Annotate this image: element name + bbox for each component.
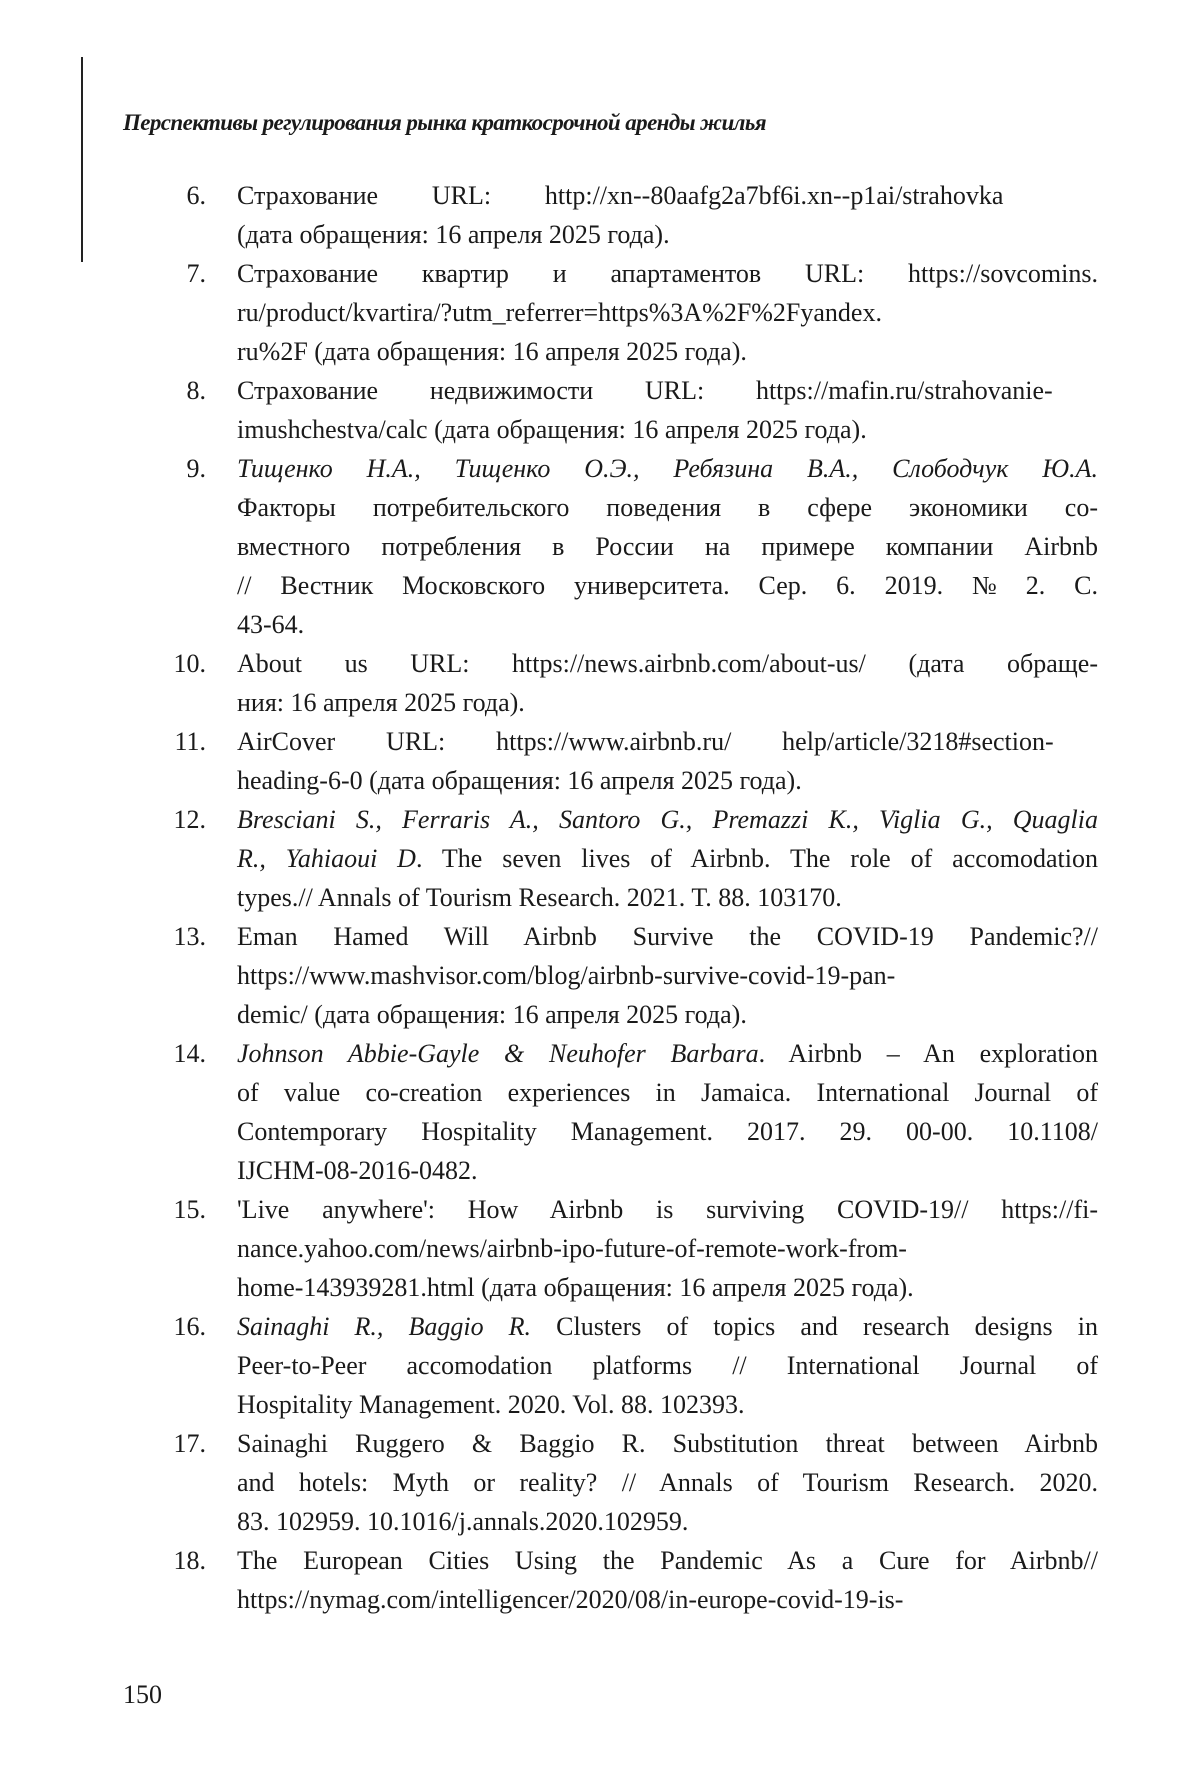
reference-line: [237, 371, 1098, 410]
reference-line-text: home-143939281.html (дата обращения: 16 апреля 2025 года).: [237, 1268, 914, 1307]
reference-authors: Johnson Abbie-Gayle & Neuhofer Barbara: [237, 1039, 759, 1068]
reference-line-text: Страхование квартир и апартаментов URL: https://sovcomins.: [237, 254, 1098, 293]
reference-line: [237, 683, 1098, 722]
reference-text: [237, 1307, 1098, 1424]
reference-text: [237, 644, 1098, 722]
reference-line-text: вместного потребления в России на примере компании Airbnb: [237, 527, 1098, 566]
reference-line-text: of value co-creation experiences in Jamaica. International Journal of: [237, 1073, 1098, 1112]
reference-line-text: https://www.mashvisor.com/blog/airbnb-survive-covid-19-pan-: [237, 956, 895, 995]
reference-line: [237, 956, 1098, 995]
reference-line: [237, 527, 1098, 566]
reference-text: [237, 722, 1098, 800]
reference-number: 10.: [140, 644, 206, 683]
reference-line-text: The European Cities Using the Pandemic As a Cure for Airbnb//: [237, 1541, 1098, 1580]
reference-number: 8.: [140, 371, 206, 410]
reference-item: [0, 1190, 1200, 1307]
reference-authors: Bresciani S., Ferraris A., Santoro G., Premazzi K., Viglia G., Quaglia: [237, 805, 1098, 834]
reference-line-text: [237, 800, 1098, 839]
reference-item: [0, 176, 1200, 254]
reference-segment: Clusters of topics and research designs in: [531, 1312, 1098, 1341]
reference-line-text: [237, 1034, 1098, 1073]
reference-segment: . Airbnb – An exploration: [759, 1039, 1098, 1068]
reference-line: [237, 1112, 1098, 1151]
reference-line: [237, 1463, 1098, 1502]
reference-line-text: IJCHM-08-2016-0482.: [237, 1151, 478, 1190]
reference-authors: Тищенко Н.А., Тищенко О.Э., Ребязина В.А., Слободчук Ю.А.: [237, 454, 1098, 483]
reference-line-text: ния: 16 апреля 2025 года).: [237, 683, 525, 722]
reference-line: [237, 839, 1098, 878]
reference-line: [237, 410, 1098, 449]
reference-number: 15.: [140, 1190, 206, 1229]
reference-line: [237, 995, 1098, 1034]
reference-line: [237, 1190, 1098, 1229]
reference-number: 17.: [140, 1424, 206, 1463]
reference-text: [237, 800, 1098, 917]
reference-line-text: 'Live anywhere': How Airbnb is surviving COVID-19// https://fi-: [237, 1190, 1098, 1229]
reference-line-text: Contemporary Hospitality Management. 2017. 29. 00-00. 10.1108/: [237, 1112, 1098, 1151]
reference-authors: R., Yahiaoui D: [237, 844, 416, 873]
reference-text: [237, 1034, 1098, 1190]
reference-item: [0, 1541, 1200, 1619]
reference-line-text: Hospitality Management. 2020. Vol. 88. 102393.: [237, 1385, 744, 1424]
page-number: 150: [123, 1680, 162, 1710]
reference-line-text: ru%2F (дата обращения: 16 апреля 2025 года).: [237, 332, 747, 371]
reference-item: [0, 1424, 1200, 1541]
reference-item: [0, 800, 1200, 917]
reference-number: 9.: [140, 449, 206, 488]
reference-line-text: Peer-to-Peer accomodation platforms // International Journal of: [237, 1346, 1098, 1385]
reference-line: [237, 1580, 1098, 1619]
reference-segment: . The seven lives of Airbnb. The role of accomodation: [416, 844, 1098, 873]
reference-line-text: 83. 102959. 10.1016/j.annals.2020.102959.: [237, 1502, 688, 1541]
reference-line-text: Sainaghi Ruggero & Baggio R. Substitution threat between Airbnb: [237, 1424, 1098, 1463]
reference-item: [0, 644, 1200, 722]
reference-line: [237, 1034, 1098, 1073]
reference-line: [237, 722, 1098, 761]
reference-line-text: https://nymag.com/intelligencer/2020/08/in-europe-covid-19-is-: [237, 1580, 903, 1619]
reference-line-text: ru/product/kvartira/?utm_referrer=https%3A%2F%2Fyandex.: [237, 293, 882, 332]
reference-line: [237, 1502, 1098, 1541]
reference-line: [237, 1541, 1098, 1580]
reference-line: [237, 1307, 1098, 1346]
reference-line: [237, 332, 1098, 371]
reference-item: [0, 449, 1200, 644]
reference-line-text: [237, 1307, 1098, 1346]
reference-item: [0, 722, 1200, 800]
reference-line-text: // Вестник Московского университета. Сер. 6. 2019. № 2. С.: [237, 566, 1098, 605]
reference-line-text: Страхование URL: http://xn--80aafg2a7bf6i.xn--p1ai/strahovka: [237, 176, 1003, 215]
reference-number: 13.: [140, 917, 206, 956]
reference-text: [237, 176, 1098, 254]
reference-line-text: heading-6-0 (дата обращения: 16 апреля 2025 года).: [237, 761, 802, 800]
reference-authors: Sainaghi R., Baggio R.: [237, 1312, 531, 1341]
reference-line: [237, 878, 1098, 917]
reference-item: [0, 917, 1200, 1034]
reference-number: 11.: [140, 722, 206, 761]
reference-line: [237, 449, 1098, 488]
reference-line: [237, 293, 1098, 332]
reference-line: [237, 761, 1098, 800]
reference-line-text: Страхование недвижимости URL: https://mafin.ru/strahovanie-: [237, 371, 1053, 410]
reference-number: 16.: [140, 1307, 206, 1346]
reference-line: [237, 215, 1098, 254]
reference-text: [237, 1541, 1098, 1619]
reference-line-text: Eman Hamed Will Airbnb Survive the COVID-19 Pandemic?//: [237, 917, 1098, 956]
reference-line: [237, 800, 1098, 839]
reference-line: [237, 1229, 1098, 1268]
reference-line-text: types.// Annals of Tourism Research. 2021. T. 88. 103170.: [237, 878, 842, 917]
reference-line-text: About us URL: https://news.airbnb.com/about-us/ (дата обраще-: [237, 644, 1098, 683]
running-title: Перспективы регулирования рынка краткосрочной аренды жилья: [123, 110, 766, 136]
reference-line: [237, 1073, 1098, 1112]
reference-item: [0, 371, 1200, 449]
reference-number: 18.: [140, 1541, 206, 1580]
reference-text: [237, 371, 1098, 449]
reference-text: [237, 1424, 1098, 1541]
reference-item: [0, 1034, 1200, 1190]
reference-number: 7.: [140, 254, 206, 293]
reference-text: [237, 1190, 1098, 1307]
reference-line: [237, 1151, 1098, 1190]
reference-line-text: and hotels: Myth or reality? // Annals of Tourism Research. 2020.: [237, 1463, 1098, 1502]
reference-line-text: (дата обращения: 16 апреля 2025 года).: [237, 215, 670, 254]
reference-line: [237, 176, 1098, 215]
reference-text: [237, 254, 1098, 371]
reference-line: [237, 488, 1098, 527]
reference-text: [237, 449, 1098, 644]
reference-line: [237, 1385, 1098, 1424]
reference-line-text: AirCover URL: https://www.airbnb.ru/ help/article/3218#section-: [237, 722, 1054, 761]
reference-line: [237, 605, 1098, 644]
reference-line-text: demic/ (дата обращения: 16 апреля 2025 года).: [237, 995, 747, 1034]
reference-line: [237, 1268, 1098, 1307]
reference-line-text: [237, 449, 1098, 488]
reference-line: [237, 917, 1098, 956]
reference-line: [237, 644, 1098, 683]
reference-line-text: imushchestva/calc (дата обращения: 16 апреля 2025 года).: [237, 410, 867, 449]
reference-line-text: 43-64.: [237, 605, 304, 644]
reference-line: [237, 254, 1098, 293]
reference-line: [237, 1424, 1098, 1463]
reference-line-text: Факторы потребительского поведения в сфере экономики со-: [237, 488, 1098, 527]
reference-number: 6.: [140, 176, 206, 215]
reference-line: [237, 566, 1098, 605]
reference-list: [0, 176, 1200, 1619]
reference-number: 14.: [140, 1034, 206, 1073]
reference-line-text: nance.yahoo.com/news/airbnb-ipo-future-of-remote-work-from-: [237, 1229, 907, 1268]
reference-line: [237, 1346, 1098, 1385]
reference-text: [237, 917, 1098, 1034]
reference-number: 12.: [140, 800, 206, 839]
reference-line-text: [237, 839, 1098, 878]
reference-item: [0, 254, 1200, 371]
reference-item: [0, 1307, 1200, 1424]
